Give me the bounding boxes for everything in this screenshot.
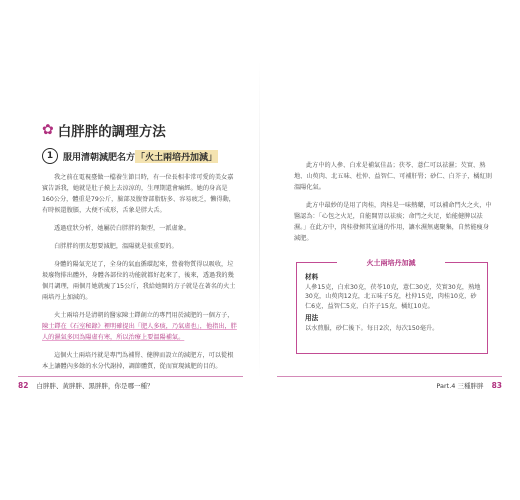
left-footer [18, 381, 154, 390]
ingredients-label: 材料 [305, 273, 319, 281]
left-body-text [42, 172, 238, 379]
usage-label: 用法 [305, 314, 319, 322]
usage-text: 以水煎服，砂仁後下。每日2次，每次150毫升。 [305, 324, 439, 332]
right-body-text [294, 160, 492, 251]
paragraph: 身體的陽氣充足了，全身的氣血循環起來，營養物質得以吸收，垃圾廢物排出體外，身體各部位的功能就都好起來了，後來，透過我的幾個月調理，兩個月她就瘦了15公斤，我給她開的方子就是在著名的火土兩培丹上加減的。 [42, 261, 236, 301]
quote-highlight: 陳士鐸在《石室秘錄》裡明確提出「肥人多痰，乃氣虛也」，他指出，胖人的濕氣多因為陽虛有寒，所以治療上要溫陽補氣。 [42, 323, 237, 341]
paragraph-lead: 火土兩培丹是清朝的醫家陳士鐸創立的專門用於減肥的一個方子， [54, 312, 234, 319]
sub-heading-text: 服用清朝減肥名方 [63, 152, 136, 163]
right-page [260, 0, 520, 500]
recipe-box-content [305, 273, 481, 336]
number-circle-icon: 1 [42, 148, 58, 164]
paragraph: 此方中的人參、白朮是補氣佳品；茯苓、薏仁可以祛濕；芡實、熟地、山萸肉、北五味、杜仲、益智仁、可補肝腎；砂仁、白芥子，橘紅則溫陽化氣。 [294, 162, 492, 191]
footer-divider [18, 376, 243, 377]
paragraph: 此方中最妙的是用了肉桂，肉桂是一味熱藥，可以補命門火之火，中醫認為：「心包之火足，自能開胃以祛痰；命門之火足，始能健脾以祛濕。」在此方中，肉桂發揮其宣通的作用，讓水濕無處聚集，自然能瘦身減肥。 [294, 202, 492, 242]
sub-heading [42, 148, 218, 164]
sub-heading-highlight: 「火土兩培丹加減」 [135, 150, 218, 163]
paragraph: 這個火土兩培丹就是專門為補腎、健脾而設立的減肥方，可以從根本上讓體內多餘的水分代謝掉，調節體質，從而實現減肥的目的。 [42, 352, 234, 370]
right-footer [436, 381, 502, 390]
ingredients-text: 人參15克，白朮30克，茯苓10克，薏仁30克，芡實30克，熟地30克，山萸肉12克，北五味子5克，杜仲15克，肉桂10克，砂仁6克，益智仁5克，白芥子15克，橘紅10克。 [305, 283, 481, 310]
flower-icon: ✿ [42, 122, 54, 138]
recipe-box [296, 259, 488, 354]
paragraph: 我之前在電視臺做一檔養生節目時，有一位長相非常可愛的美女嘉賓告訴我，她就是肚子摸上去涼涼的，生理期還會痛經。她的身高是160公分，體重是79公斤，臉部及腹脊部脂肪多、容易疲乏，懶得動，有時候還腹脹，大便不成形，舌象是胖大舌。 [42, 174, 235, 214]
paragraph: 白胖胖的朋友想要減肥，溫陽就是很重要的。 [54, 243, 178, 250]
recipe-box-title: 火土兩培丹加減 [337, 258, 445, 269]
page-number: 83 [491, 381, 502, 390]
book-title: 白胖胖、黃胖胖、黑胖胖，你是哪一種？ [36, 382, 154, 390]
section-title-text: 白胖胖的調理方法 [57, 124, 166, 140]
footer-divider [277, 376, 502, 377]
paragraph-with-quote [42, 310, 238, 343]
section-title [42, 120, 166, 140]
page-number: 82 [18, 381, 29, 390]
part-label: Part.4 三種胖胖 [436, 382, 484, 390]
paragraph: 透過症狀分析，她屬於白胖胖的類型，一派虛象。 [54, 225, 191, 232]
